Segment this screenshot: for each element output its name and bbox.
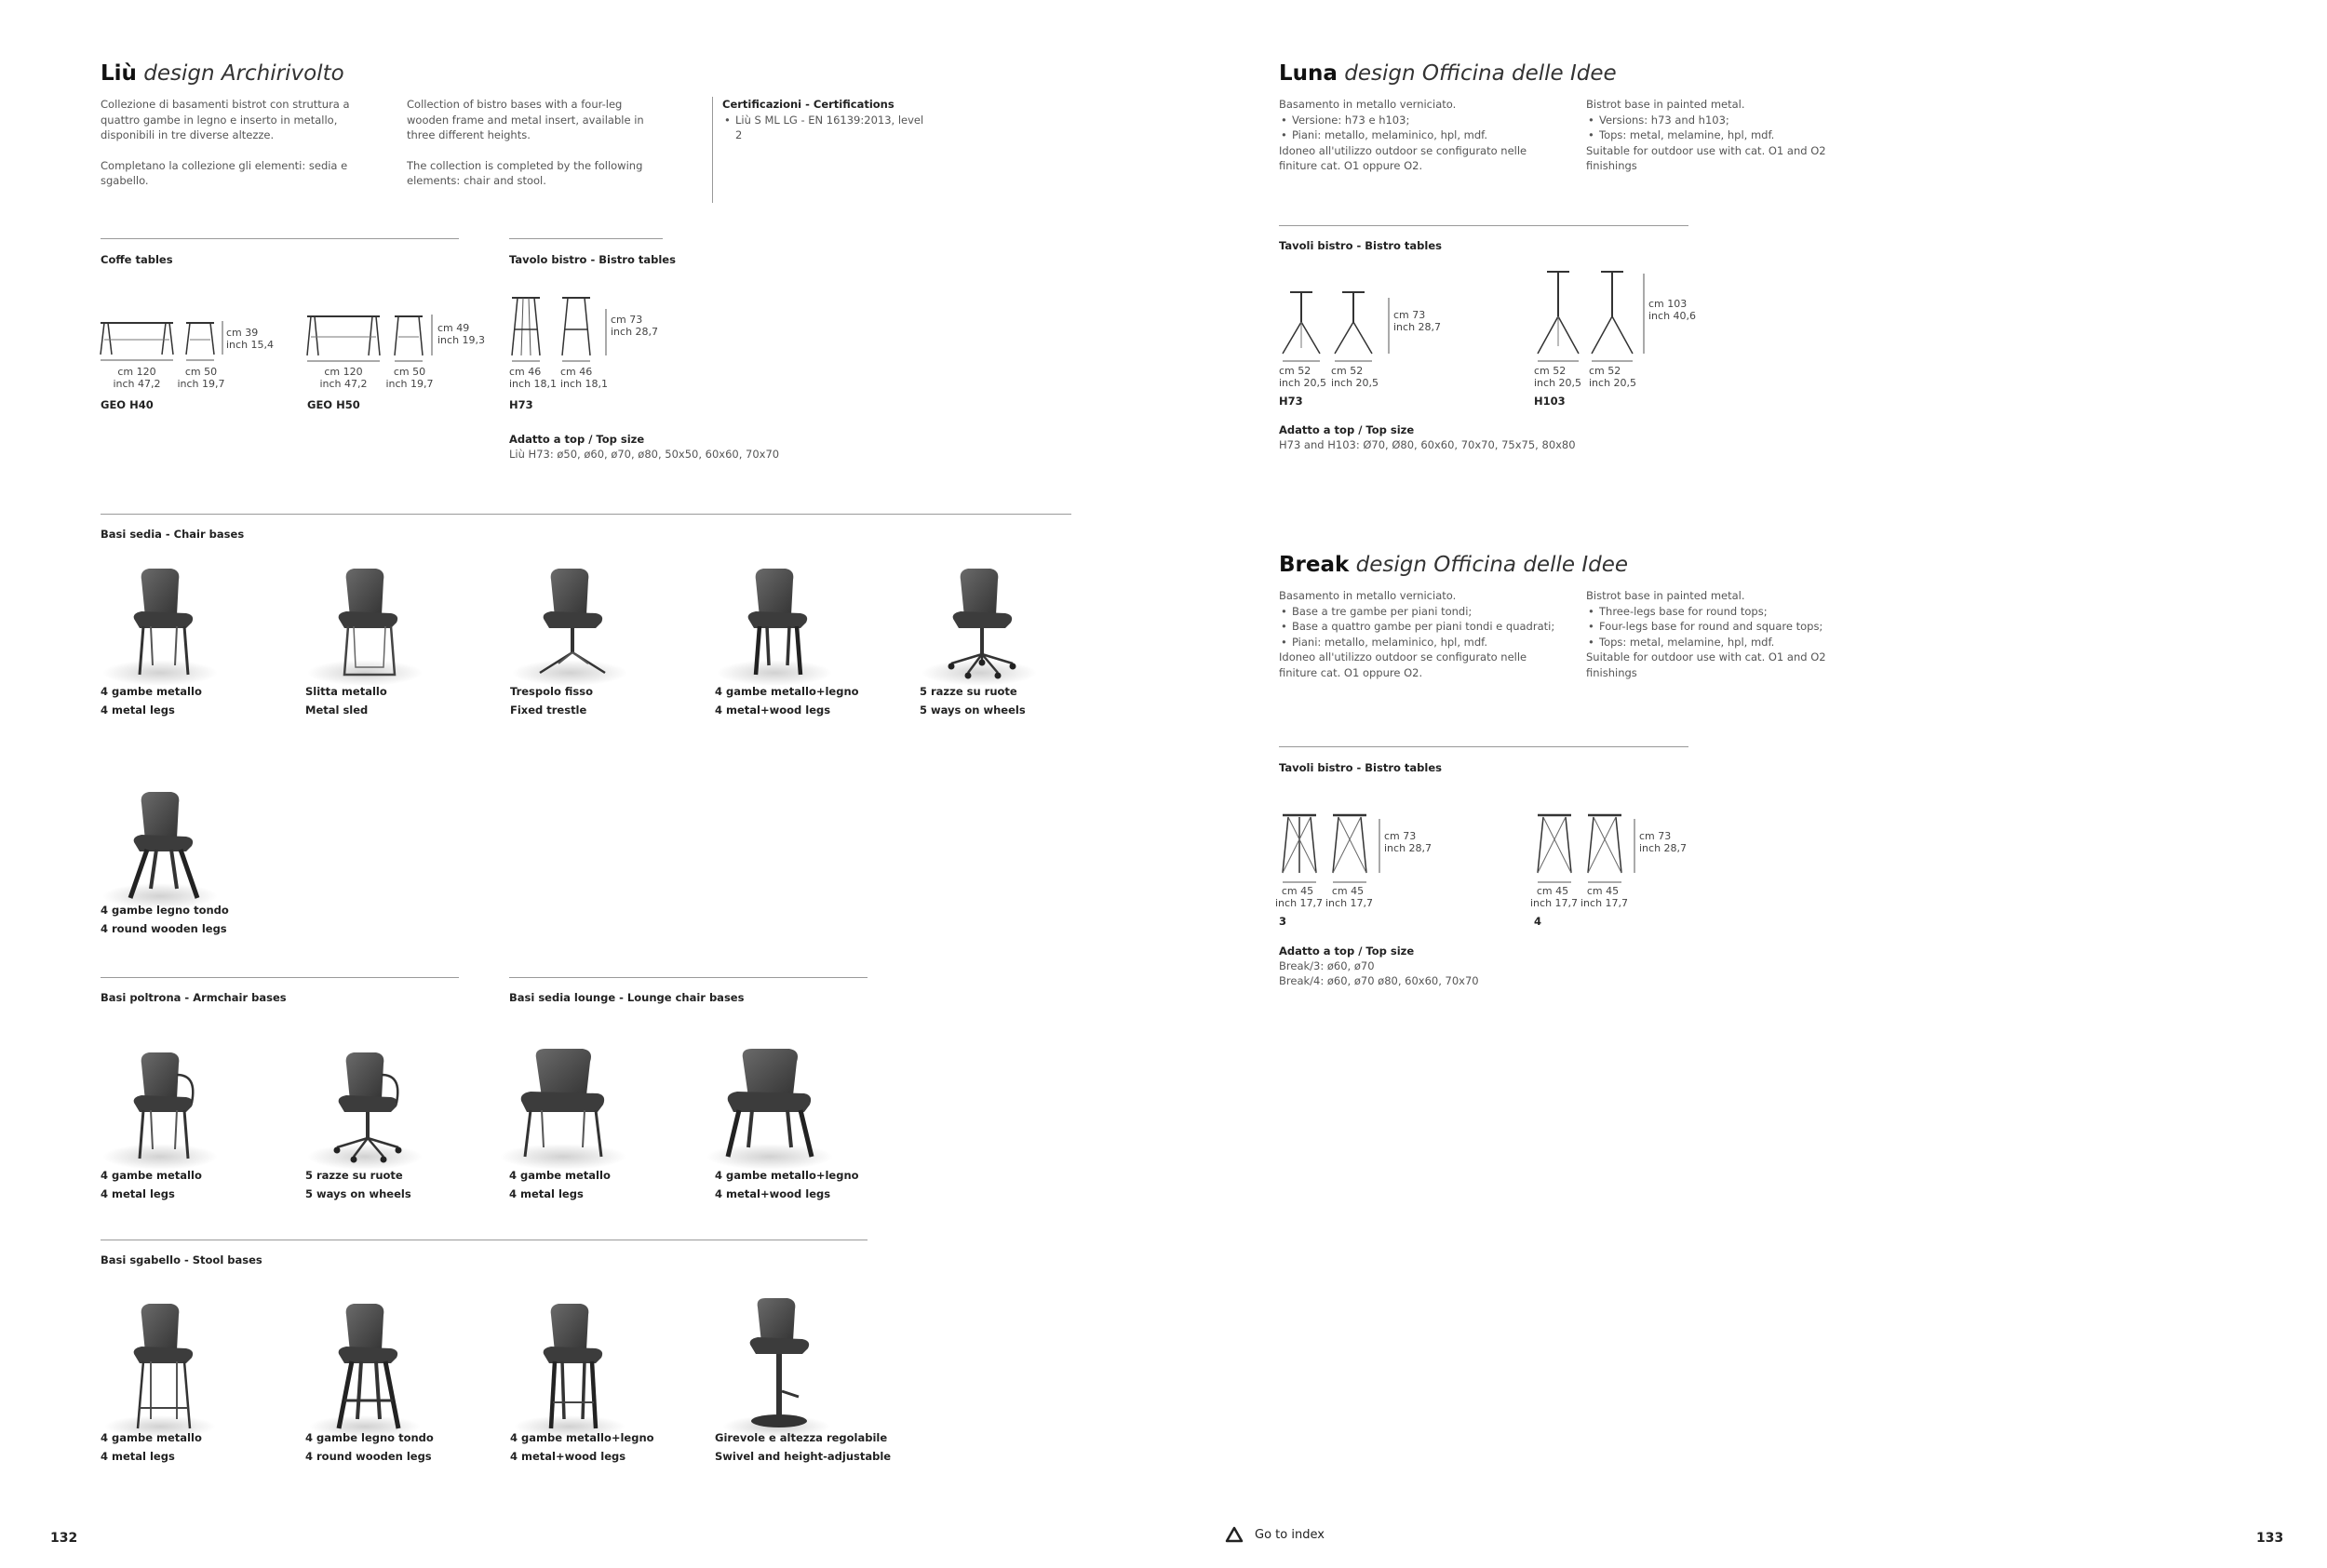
section-header-chair-bases: Basi sedia - Chair bases	[101, 528, 245, 541]
break-desc-it: Basamento in metallo verniciato. • Base a tre gambe per piani tondi; • Base a quattro gambe per piani tondi e quadrati; • Piani: metallo, melaminico, hpl, mdf. Idoneo all'utilizzo outdoor se configurato nelle finiture cat. O1 oppure O2.	[1279, 588, 1558, 680]
divider	[509, 238, 663, 239]
dim-depth: cm 50 inch 19,7	[177, 366, 225, 390]
dim-width: cm 120 inch 47,2	[113, 366, 161, 390]
stool-label: Girevole e altezza regolabile Swivel and height-adjustable	[715, 1431, 892, 1463]
divider	[1279, 746, 1688, 747]
product-code: H73	[1279, 395, 1303, 408]
divider	[101, 238, 459, 239]
section-header-luna-bistro: Tavoli bistro - Bistro tables	[1279, 239, 1442, 252]
dim-width: cm 52 inch 20,5	[1534, 365, 1582, 389]
luna-desc-en: Bistrot base in painted metal. • Versions: h73 and h103; • Tops: metal, melamine, hpl, mdf. Suitable for outdoor use with cat. O1 and O2 finishings	[1586, 97, 1865, 174]
luna-h103-drawing	[1534, 270, 1664, 363]
designer: design Officina delle Idee	[1344, 61, 1617, 86]
dim-width: cm 45 inch 17,7	[1530, 885, 1579, 909]
chair-4-metal-legs-image	[93, 563, 223, 684]
section-header-stool-bases: Basi sgabello - Stool bases	[101, 1253, 262, 1266]
stool-metal-wood-legs-image	[503, 1298, 633, 1438]
stool-swivel-adjustable-image	[709, 1298, 840, 1438]
product-code: H73	[509, 398, 533, 411]
liu-desc-it	[101, 97, 361, 204]
top-size: Adatto a top / Top size Liù H73: ø50, ø60, ø70, ø80, 50x50, 60x60, 70x70	[509, 433, 780, 461]
liu-desc-en	[407, 97, 667, 204]
dim-height: cm 73 inch 28,7	[1384, 830, 1433, 854]
chair-round-wooden-legs-image	[93, 786, 223, 907]
luna-h73-drawing	[1279, 290, 1400, 365]
section-header-armchair-bases: Basi poltrona - Armchair bases	[101, 991, 287, 1004]
dim-width: cm 46 inch 18,1	[509, 366, 558, 390]
chair-metal-sled-image	[298, 563, 428, 684]
dim-height: cm 103 inch 40,6	[1648, 298, 1697, 322]
stool-round-wooden-legs-image	[298, 1298, 428, 1438]
dim-height: cm 73 inch 28,7	[1639, 830, 1688, 854]
chair-label: 5 razze su ruote 5 ways on wheels	[920, 685, 1026, 717]
dim-depth: cm 45 inch 17,7	[1580, 885, 1629, 909]
divider	[712, 97, 713, 203]
chair-label: Trespolo fisso Fixed trestle	[510, 685, 593, 717]
page-number-right: 133	[2256, 1531, 2284, 1546]
geo-h40-drawing	[101, 321, 240, 358]
dim-height: cm 49 inch 19,3	[437, 322, 486, 346]
dim-width: cm 52 inch 20,5	[1279, 365, 1327, 389]
chair-label: 4 gambe metallo+legno 4 metal+wood legs	[715, 685, 859, 717]
product-code: H103	[1534, 395, 1566, 408]
cert-title: Certificazioni - Certifications	[722, 98, 894, 111]
divider	[101, 977, 459, 978]
go-to-index-label: Go to index	[1255, 1527, 1325, 1542]
triangle-icon	[1225, 1526, 1244, 1543]
desc-paragraph: Collection of bistro bases with a four-leg wooden frame and metal insert, available in three different heights.	[407, 98, 644, 141]
product-name: Liù	[101, 61, 137, 86]
dim-depth: cm 52 inch 20,5	[1589, 365, 1637, 389]
dim-width: cm 45 inch 17,7	[1275, 885, 1324, 909]
divider	[1279, 225, 1688, 226]
dim-depth: cm 45 inch 17,7	[1325, 885, 1374, 909]
chair-label: 4 gambe metallo 4 metal legs	[101, 685, 202, 717]
liu-title	[101, 61, 344, 86]
stool-4-metal-legs-image	[93, 1298, 223, 1438]
cert-item: • Liù S ML LG - EN 16139:2013, level 2	[722, 113, 927, 143]
product-code: GEO H50	[307, 398, 360, 411]
product-code: 3	[1279, 915, 1287, 928]
chair-metal-wood-legs-image	[707, 563, 838, 684]
product-code: 4	[1534, 915, 1542, 928]
liu-certifications	[722, 97, 927, 143]
stool-label: 4 gambe metallo+legno 4 metal+wood legs	[510, 1431, 654, 1463]
product-name: Luna	[1279, 61, 1338, 86]
desc-paragraph: Collezione di basamenti bistrot con struttura a quattro gambe in legno e inserto in metallo, disponibili in tre diverse altezze.	[101, 98, 350, 141]
luna-desc-it: Basamento in metallo verniciato. • Versione: h73 e h103; • Piani: metallo, melaminico, hpl, mdf. Idoneo all'utilizzo outdoor se configurato nelle finiture cat. O1 oppure O2.	[1279, 97, 1558, 174]
divider	[101, 514, 1071, 515]
dim-depth: cm 50 inch 19,7	[385, 366, 434, 390]
chair-label: 4 gambe legno tondo 4 round wooden legs	[101, 904, 229, 935]
section-header-break-bistro: Tavoli bistro - Bistro tables	[1279, 761, 1442, 774]
top-size: Adatto a top / Top size H73 and H103: Ø70, Ø80, 60x60, 70x70, 75x75, 80x80	[1279, 423, 1576, 451]
stool-label: 4 gambe metallo 4 metal legs	[101, 1431, 202, 1463]
lounge-metal-wood-legs-image	[700, 1047, 830, 1168]
chair-label: 4 gambe metallo 4 metal legs	[509, 1169, 611, 1200]
dim-width: cm 120 inch 47,2	[319, 366, 368, 390]
designer: design Archirivolto	[143, 61, 344, 86]
stool-label: 4 gambe legno tondo 4 round wooden legs	[305, 1431, 434, 1463]
page-number-left: 132	[50, 1531, 78, 1546]
top-size: Adatto a top / Top size Break/3: ø60, ø70 Break/4: ø60, ø70 ø80, 60x60, 70x70	[1279, 945, 1479, 987]
chair-label: 5 razze su ruote 5 ways on wheels	[305, 1169, 411, 1200]
lounge-4-metal-legs-image	[493, 1047, 624, 1168]
desc-paragraph: The collection is completed by the following elements: chair and stool.	[407, 158, 643, 187]
chair-5-ways-wheels-image	[912, 563, 1042, 684]
chair-fixed-trestle-image	[503, 563, 633, 684]
product-name: Break	[1279, 553, 1350, 577]
chair-label: 4 gambe metallo+legno 4 metal+wood legs	[715, 1169, 859, 1200]
section-header-lounge-bases: Basi sedia lounge - Lounge chair bases	[509, 991, 745, 1004]
go-to-index-link[interactable]	[1225, 1526, 1325, 1543]
liu-h73-drawing	[510, 296, 622, 361]
designer: design Officina delle Idee	[1355, 553, 1629, 577]
chair-label: Slitta metallo Metal sled	[305, 685, 387, 717]
product-code: GEO H40	[101, 398, 154, 411]
luna-title	[1279, 61, 1617, 86]
section-header-coffee: Coffe tables	[101, 253, 173, 266]
dim-height: cm 39 inch 15,4	[226, 327, 275, 351]
armchair-wheels-image	[298, 1047, 428, 1168]
dim-depth: cm 52 inch 20,5	[1331, 365, 1379, 389]
divider	[509, 977, 868, 978]
chair-label: 4 gambe metallo 4 metal legs	[101, 1169, 202, 1200]
armchair-4-metal-legs-image	[93, 1047, 223, 1168]
desc-paragraph: Completano la collezione gli elementi: sedia e sgabello.	[101, 158, 348, 187]
break-desc-en: Bistrot base in painted metal. • Three-legs base for round tops; • Four-legs base for round and square tops; • Tops: metal, melamine, hpl, mdf. Suitable for outdoor use with cat. O1 and O2 finishings	[1586, 588, 1865, 680]
geo-h50-drawing	[307, 315, 447, 359]
section-header-bistro: Tavolo bistro - Bistro tables	[509, 253, 676, 266]
break-title	[1279, 553, 1628, 577]
dim-depth: cm 46 inch 18,1	[560, 366, 609, 390]
dim-height: cm 73 inch 28,7	[1393, 309, 1442, 333]
dim-height: cm 73 inch 28,7	[611, 314, 659, 338]
